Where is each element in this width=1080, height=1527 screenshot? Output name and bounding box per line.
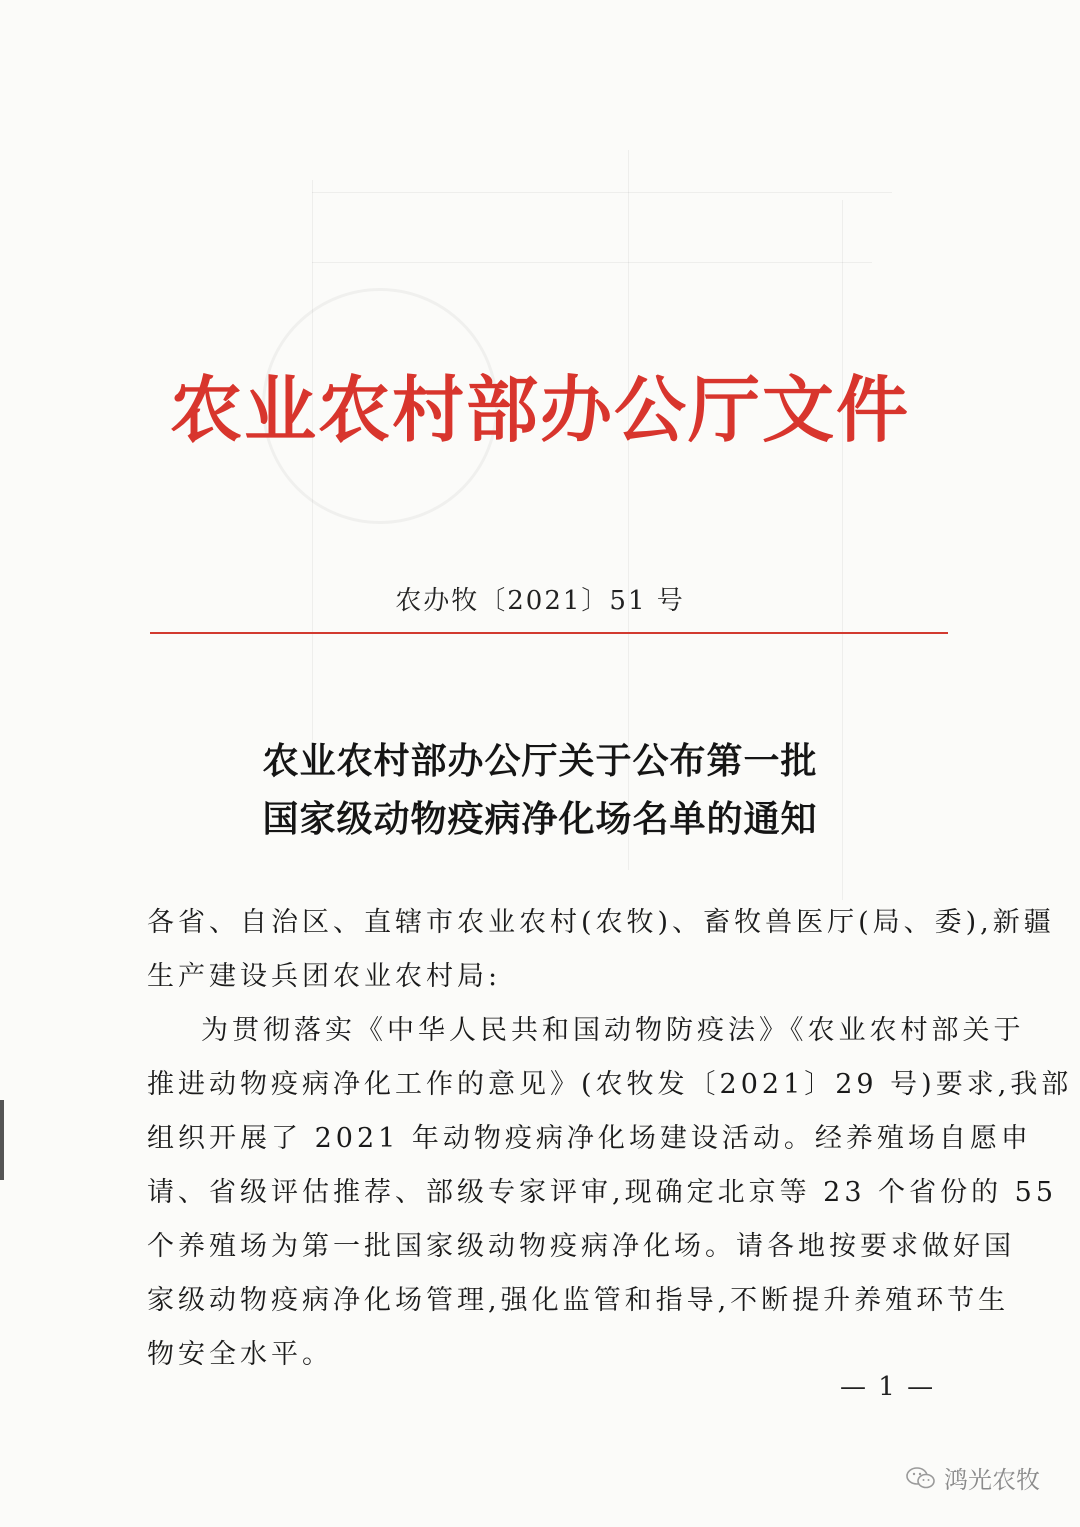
notice-title-line-2: 国家级动物疫病净化场名单的通知 [262,798,818,840]
body-line: 各省、自治区、直辖市农业农村(农牧)、畜牧兽医厅(局、委),新疆 [147,907,1055,938]
body-line: 组织开展了 2021 年动物疫病净化场建设活动。经养殖场自愿申 [147,1123,1032,1154]
body-line: 请、省级评估推荐、部级专家评审,现确定北京等 23 个省份的 55 [147,1177,1058,1208]
body-line: 推进动物疫病净化工作的意见》(农牧发〔2021〕29 号)要求,我部 [147,1069,1073,1100]
body-line: 个养殖场为第一批国家级动物疫病净化场。请各地按要求做好国 [147,1231,1015,1262]
show-through-line [312,262,872,263]
source-watermark [906,1460,1040,1495]
body-line: 家级动物疫病净化场管理,强化监管和指导,不断提升养殖环节生 [147,1285,1010,1316]
notice-body [147,896,1073,1382]
body-line: 生产建设兵团农业农村局: [147,961,502,992]
show-through-line [312,192,892,193]
body-line: 为贯彻落实《中华人民共和国动物防疫法》《农业农村部关于 [201,1015,1025,1046]
watermark-label: 鸿光农牧 [944,1466,1040,1494]
issuer-header: 农业农村部办公厅文件 [169,368,910,452]
red-divider [150,632,948,634]
scan-edge-mark [0,1100,4,1180]
notice-title [0,732,1080,848]
notice-title-line-1: 农业农村部办公厅关于公布第一批 [262,740,818,782]
wechat-icon [906,1466,936,1490]
page-number: — 1 — [840,1372,936,1402]
document-number: 农办牧〔2021〕51 号 [395,586,685,616]
body-line: 物安全水平。 [147,1339,333,1370]
